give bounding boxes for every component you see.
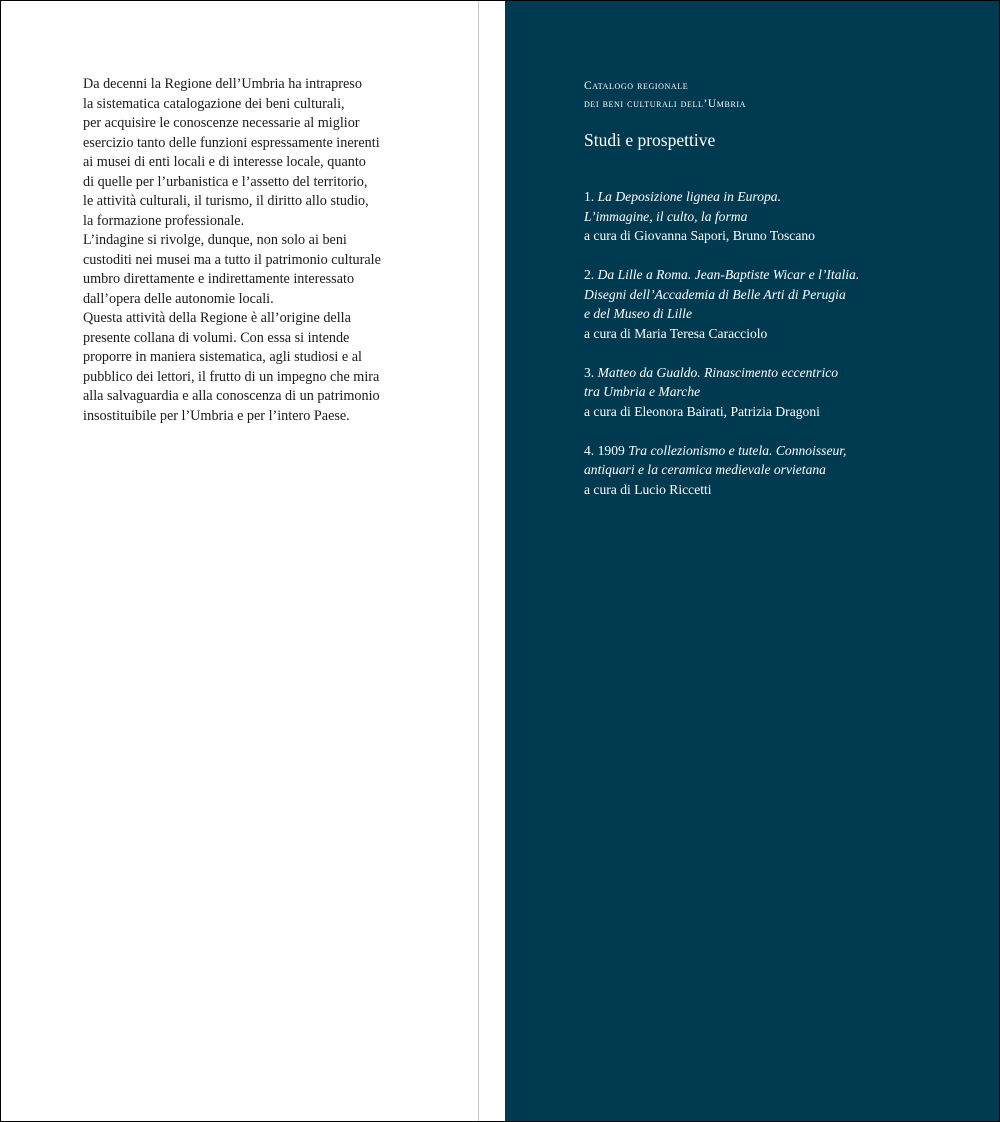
series-name-text: atalogo regionale [592, 80, 689, 92]
volume-number: 3. [584, 364, 595, 380]
volume-title: Tra collezionismo e tutela. Connoisseur, [628, 442, 847, 458]
page-gutter [478, 1, 506, 1121]
volume-title-line [584, 187, 984, 207]
series-name-line-1 [584, 77, 984, 95]
volume-entry-2 [584, 265, 984, 343]
intro-line: la sistematica catalogazione dei beni culturali, [83, 95, 345, 112]
volume-number: 4. 1909 [584, 442, 625, 458]
volume-title-line [584, 441, 984, 461]
intro-line: ai musei di enti locali e di interesse locale, quanto [83, 154, 366, 170]
intro-line: Questa attività della Regione è all’origine della [83, 310, 351, 326]
volume-editors: a cura di Lucio Riccetti [584, 481, 712, 497]
intro-line: umbro direttamente e indirettamente interessato [83, 271, 355, 287]
volume-entry-1 [584, 187, 984, 246]
intro-line: insostituibile per l’Umbria e per l’intero Paese. [83, 407, 350, 424]
volume-entry-4 [584, 441, 984, 500]
volume-editors: a cura di Eleonora Bairati, Patrizia Dragoni [584, 403, 820, 419]
volume-title: La Deposizione lignea in Europa. [597, 189, 781, 204]
intro-line: per acquisire le conoscenze necessarie al miglior [83, 115, 360, 131]
intro-line: di quelle per l’urbanistica e l’assetto del territorio, [83, 173, 368, 190]
right-page [505, 1, 999, 1121]
volume-title-line [584, 363, 984, 383]
volume-editors: a cura di Giovanna Sapori, Bruno Toscano [584, 228, 815, 243]
series-name-line-2 [584, 95, 984, 113]
volume-title: Da Lille a Roma. Jean-Baptiste Wicar e l’Italia. [597, 267, 860, 282]
volume-title: antiquari e la ceramica medievale orvietana [584, 462, 826, 477]
series-block [584, 77, 984, 519]
volume-title: tra Umbria e Marche [584, 384, 701, 399]
intro-line: proporre in maniera sistematica, agli studiosi e al [83, 349, 362, 365]
intro-line: L’indagine si rivolge, dunque, non solo ai beni [83, 232, 347, 248]
volume-title: Disegni dell’Accademia di Belle Arti di Perugia [584, 286, 846, 302]
intro-line: dall’opera delle autonomie locali. [83, 290, 274, 307]
intro-line: la formazione professionale. [83, 212, 245, 229]
series-name-text: mbria [716, 98, 747, 110]
intro-line: custoditi nei musei ma a tutto il patrimonio culturale [83, 251, 381, 268]
series-name [584, 77, 984, 113]
volume-title-line [584, 265, 984, 285]
intro-text [83, 75, 423, 426]
volume-number: 1. [584, 189, 595, 204]
left-page [1, 1, 478, 1121]
volume-title: L’immagine, il culto, la forma [584, 208, 748, 224]
volume-editors: a cura di Maria Teresa Caracciolo [584, 325, 768, 341]
volume-title: Matteo da Gualdo. Rinascimento eccentrico [597, 364, 839, 380]
series-name-initial: C [584, 80, 593, 92]
volume-entry-3 [584, 363, 984, 422]
collection-title: Studi e prospettive [584, 130, 716, 150]
intro-line: alla salvaguardia e alla conoscenza di un patrimonio [83, 388, 380, 404]
intro-line: Da decenni la Regione dell’Umbria ha intrapreso [83, 76, 362, 92]
series-name-initial: U [707, 98, 717, 110]
volume-title: e del Museo di Lille [584, 306, 692, 321]
intro-line: pubblico dei lettori, il frutto di un impegno che mira [83, 368, 380, 385]
series-name-text: dei beni culturali dell’ [584, 98, 708, 110]
intro-line: esercizio tanto delle funzioni espressamente inerenti [83, 134, 380, 151]
volume-number: 2. [584, 267, 595, 282]
intro-line: presente collana di volumi. Con essa si intende [83, 329, 350, 346]
intro-line: le attività culturali, il turismo, il diritto allo studio, [83, 193, 369, 209]
